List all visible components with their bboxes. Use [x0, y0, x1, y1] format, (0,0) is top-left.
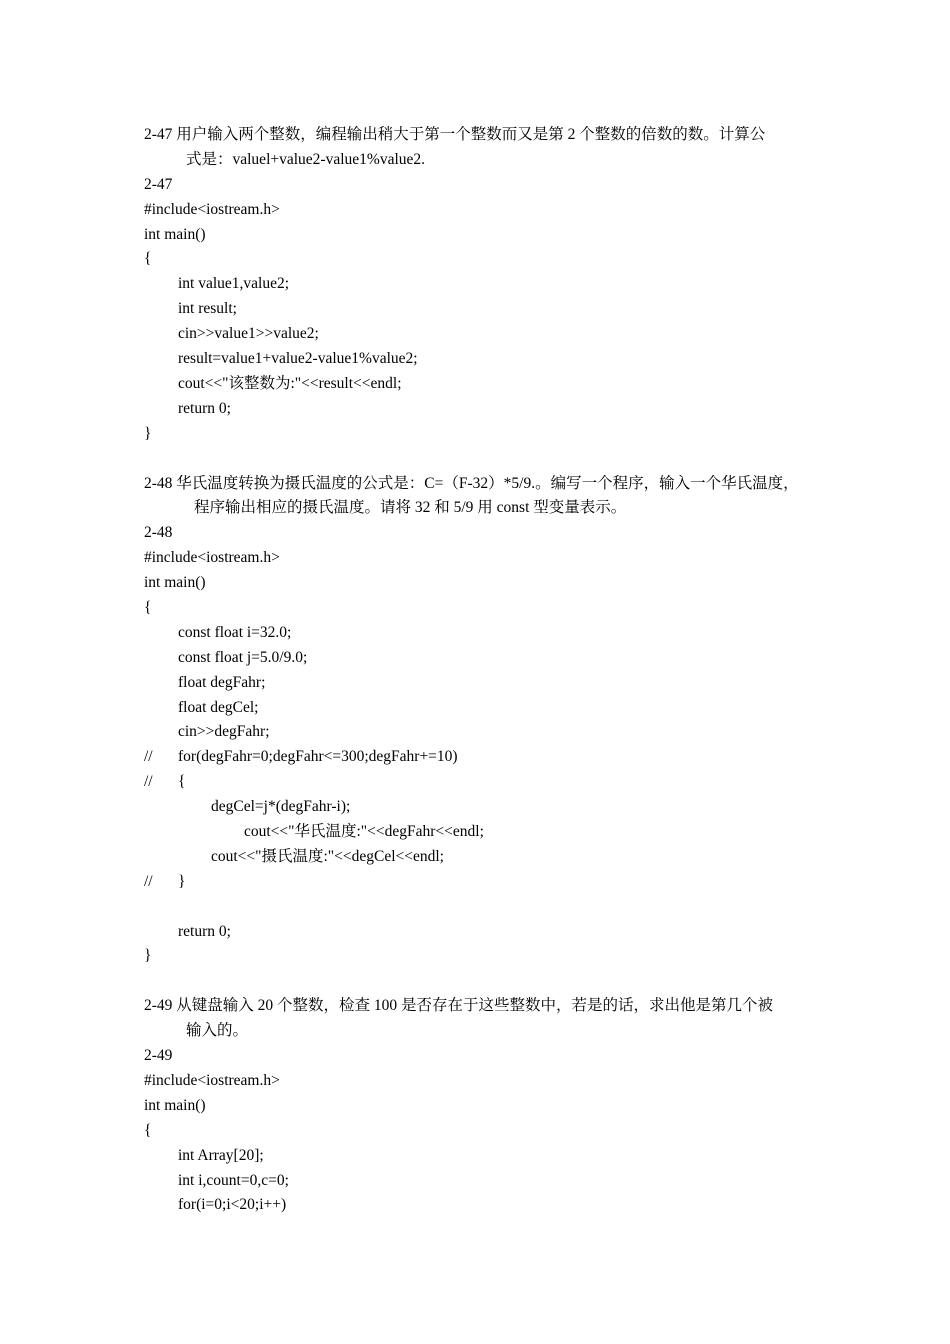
code-line: 2-49	[144, 1047, 173, 1065]
code-line: int main()	[144, 1096, 206, 1114]
code-line: degCel=j*(degFahr-i);	[211, 798, 351, 816]
code-line: cout<<"华氏温度:"<<degFahr<<endl;	[244, 823, 484, 840]
blank-line	[144, 447, 814, 472]
code-line: }	[144, 947, 152, 965]
question-2-48	[144, 472, 814, 522]
code-text: {	[178, 773, 186, 791]
code-line: }	[144, 424, 152, 442]
code-line: {	[144, 250, 152, 268]
code-line: cout<<"该整数为:"<<result<<endl;	[178, 374, 402, 392]
code-line: 2-47	[144, 175, 173, 193]
comment-marker: //	[144, 748, 153, 766]
code-line: result=value1+value2-value1%value2;	[178, 350, 418, 368]
question-2-47	[144, 123, 814, 173]
question-text-continued: 输入的。	[186, 1022, 249, 1040]
code-line: #include<iostream.h>	[144, 549, 280, 567]
blank-line	[144, 895, 814, 920]
question-text: 2-49 从键盘输入 20 个整数，检查 100 是否存在于这些整数中，若是的话，求出他是第几个被	[144, 997, 774, 1015]
code-line: cout<<"摄氏温度:"<<degCel<<endl;	[211, 847, 444, 865]
code-line: int i,count=0,c=0;	[178, 1171, 289, 1189]
code-line: #include<iostream.h>	[144, 200, 280, 218]
code-line: float degFahr;	[178, 673, 266, 691]
comment-marker: //	[144, 872, 153, 890]
code-line: cin>>degFahr;	[178, 723, 270, 741]
code-line: #include<iostream.h>	[144, 1071, 280, 1089]
blank-line	[144, 969, 814, 994]
code-text: }	[178, 872, 186, 890]
code-line: int Array[20];	[178, 1146, 264, 1164]
code-line: return 0;	[178, 399, 231, 417]
code-line: return 0;	[178, 922, 231, 940]
question-text: 2-47 用户输入两个整数，编程输出稍大于第一个整数而又是第 2 个整数的倍数的数。计算公	[144, 126, 766, 143]
code-line: int value1,value2;	[178, 275, 290, 293]
comment-marker: //	[144, 773, 153, 791]
document-body	[144, 123, 814, 1218]
commented-code-line	[144, 870, 814, 895]
code-line: int result;	[178, 300, 237, 318]
code-line: {	[144, 598, 152, 616]
code-line: float degCel;	[178, 698, 259, 716]
code-line: int main()	[144, 225, 206, 243]
question-2-49	[144, 994, 814, 1044]
question-text-continued: 式是：valuel+value2-value1%value2.	[186, 150, 426, 168]
code-line: 2-48	[144, 524, 173, 542]
code-line: {	[144, 1121, 152, 1139]
code-line: const float i=32.0;	[178, 623, 292, 641]
code-line: cin>>value1>>value2;	[178, 325, 319, 343]
code-line: int main()	[144, 574, 206, 592]
code-text: for(degFahr=0;degFahr<=300;degFahr+=10)	[178, 748, 458, 766]
commented-code-line	[144, 745, 814, 770]
code-line: for(i=0;i<20;i++)	[178, 1196, 287, 1214]
question-text: 2-48 华氏温度转换为摄氏温度的公式是：C=（F-32）*5/9.。编写一个程序，输入一个华氏温度，	[144, 474, 799, 492]
question-text-continued: 程序输出相应的摄氏温度。请将 32 和 5/9 用 const 型变量表示。	[194, 499, 627, 517]
commented-code-line	[144, 770, 814, 795]
code-line: const float j=5.0/9.0;	[178, 648, 308, 666]
